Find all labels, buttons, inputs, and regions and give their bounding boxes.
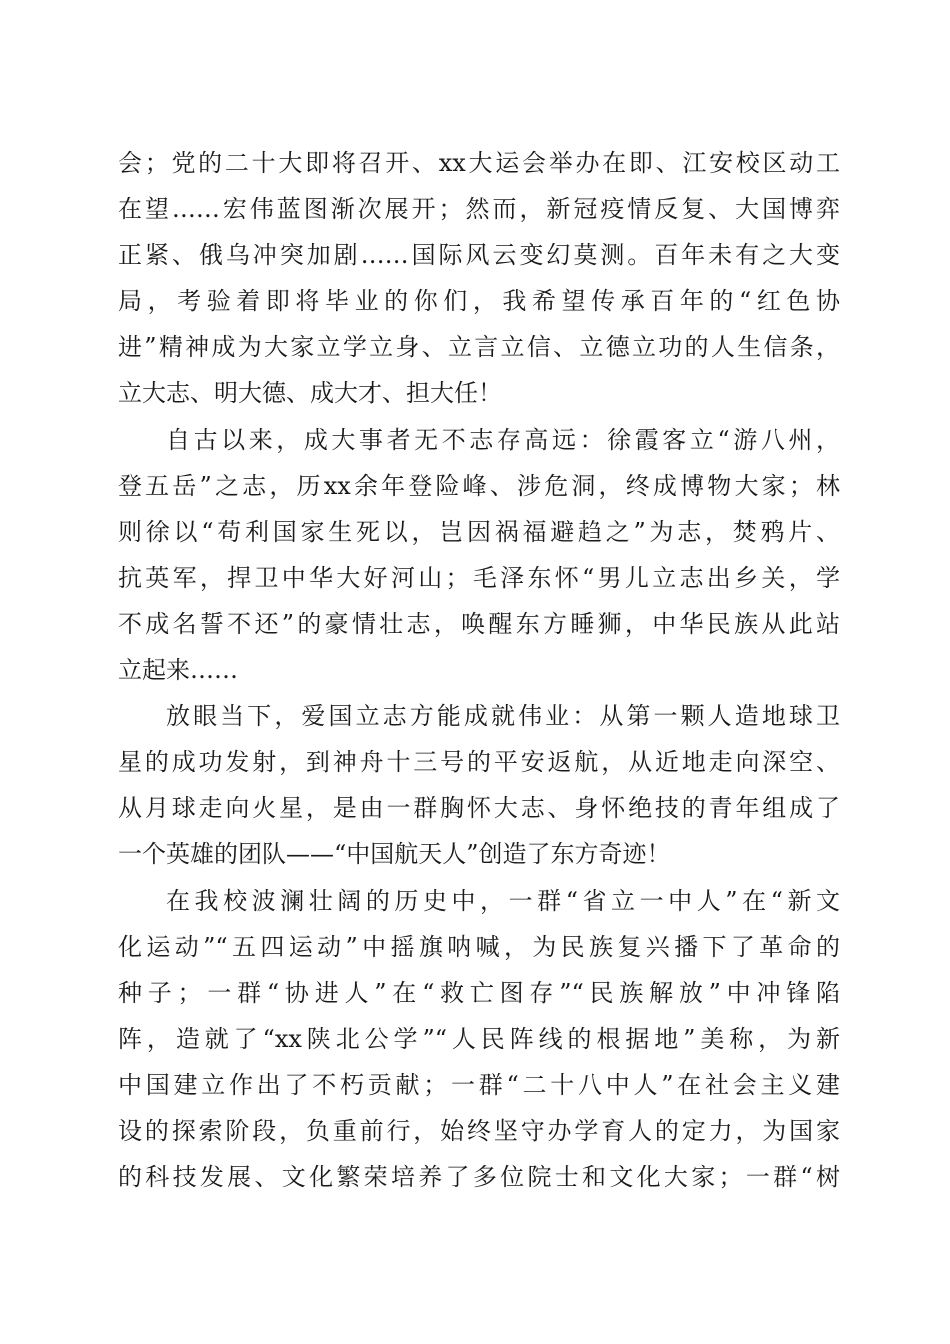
text-line: 正紧、俄乌冲突加剧……国际风云变幻莫测。百年未有之大变 — [118, 241, 840, 270]
text-line: 从月球走向火星，是由一群胸怀大志、身怀绝技的青年组成了 — [118, 794, 840, 823]
text-line: 会；党的二十大即将召开、xx大运会举办在即、江安校区动工 — [118, 149, 840, 177]
text-line: 阵，造就了“xx陕北公学”“人民阵线的根据地”美称，为新 — [118, 1024, 840, 1053]
text-line: 中国建立作出了不朽贡献；一群“二十八中人”在社会主义建 — [118, 1070, 840, 1099]
text-line: 登五岳”之志，历xx余年登险峰、涉危洞，终成博物大家；林 — [118, 471, 840, 500]
text-line: 种子；一群“协进人”在“救亡图存”“民族解放”中冲锋陷 — [118, 978, 840, 1007]
text-line: 进”精神成为大家立学立身、立言立信、立德立功的人生信条， — [118, 333, 840, 362]
text-line: 局，考验着即将毕业的你们，我希望传承百年的“红色协 — [118, 287, 840, 316]
text-line: 抗英军，捍卫中华大好河山；毛泽东怀“男儿立志出乡关，学 — [118, 563, 840, 592]
paragraph-start-line: 在我校波澜壮阔的历史中，一群“省立一中人”在“新文 — [166, 886, 840, 915]
text-line: 一个英雄的团队——“中国航天人”创造了东方奇迹！ — [118, 840, 671, 869]
text-line: 化运动”“五四运动”中摇旗呐喊，为民族复兴播下了革命的 — [118, 932, 840, 961]
body-text — [118, 140, 840, 1200]
text-line: 在望……宏伟蓝图渐次展开；然而，新冠疫情反复、大国博弈 — [118, 195, 840, 224]
text-line: 立起来…… — [118, 656, 238, 685]
text-line: 的科技发展、文化繁荣培养了多位院士和文化大家；一群“树 — [118, 1163, 840, 1192]
paragraph-start-line: 放眼当下，爱国立志方能成就伟业：从第一颗人造地球卫 — [166, 702, 840, 731]
text-line: 立大志、明大德、成大才、担大任！ — [118, 379, 502, 408]
text-line: 星的成功发射，到神舟十三号的平安返航，从近地走向深空、 — [118, 748, 840, 777]
text-line: 则徐以“苟利国家生死以，岂因祸福避趋之”为志，焚鸦片、 — [118, 517, 840, 546]
text-line: 不成名誓不还”的豪情壮志，唤醒东方睡狮，中华民族从此站 — [118, 609, 840, 638]
text-line: 设的探索阶段，负重前行，始终坚守办学育人的定力，为国家 — [118, 1116, 840, 1145]
paragraph-start-line: 自古以来，成大事者无不志存高远：徐霞客立“游八州， — [166, 425, 840, 454]
